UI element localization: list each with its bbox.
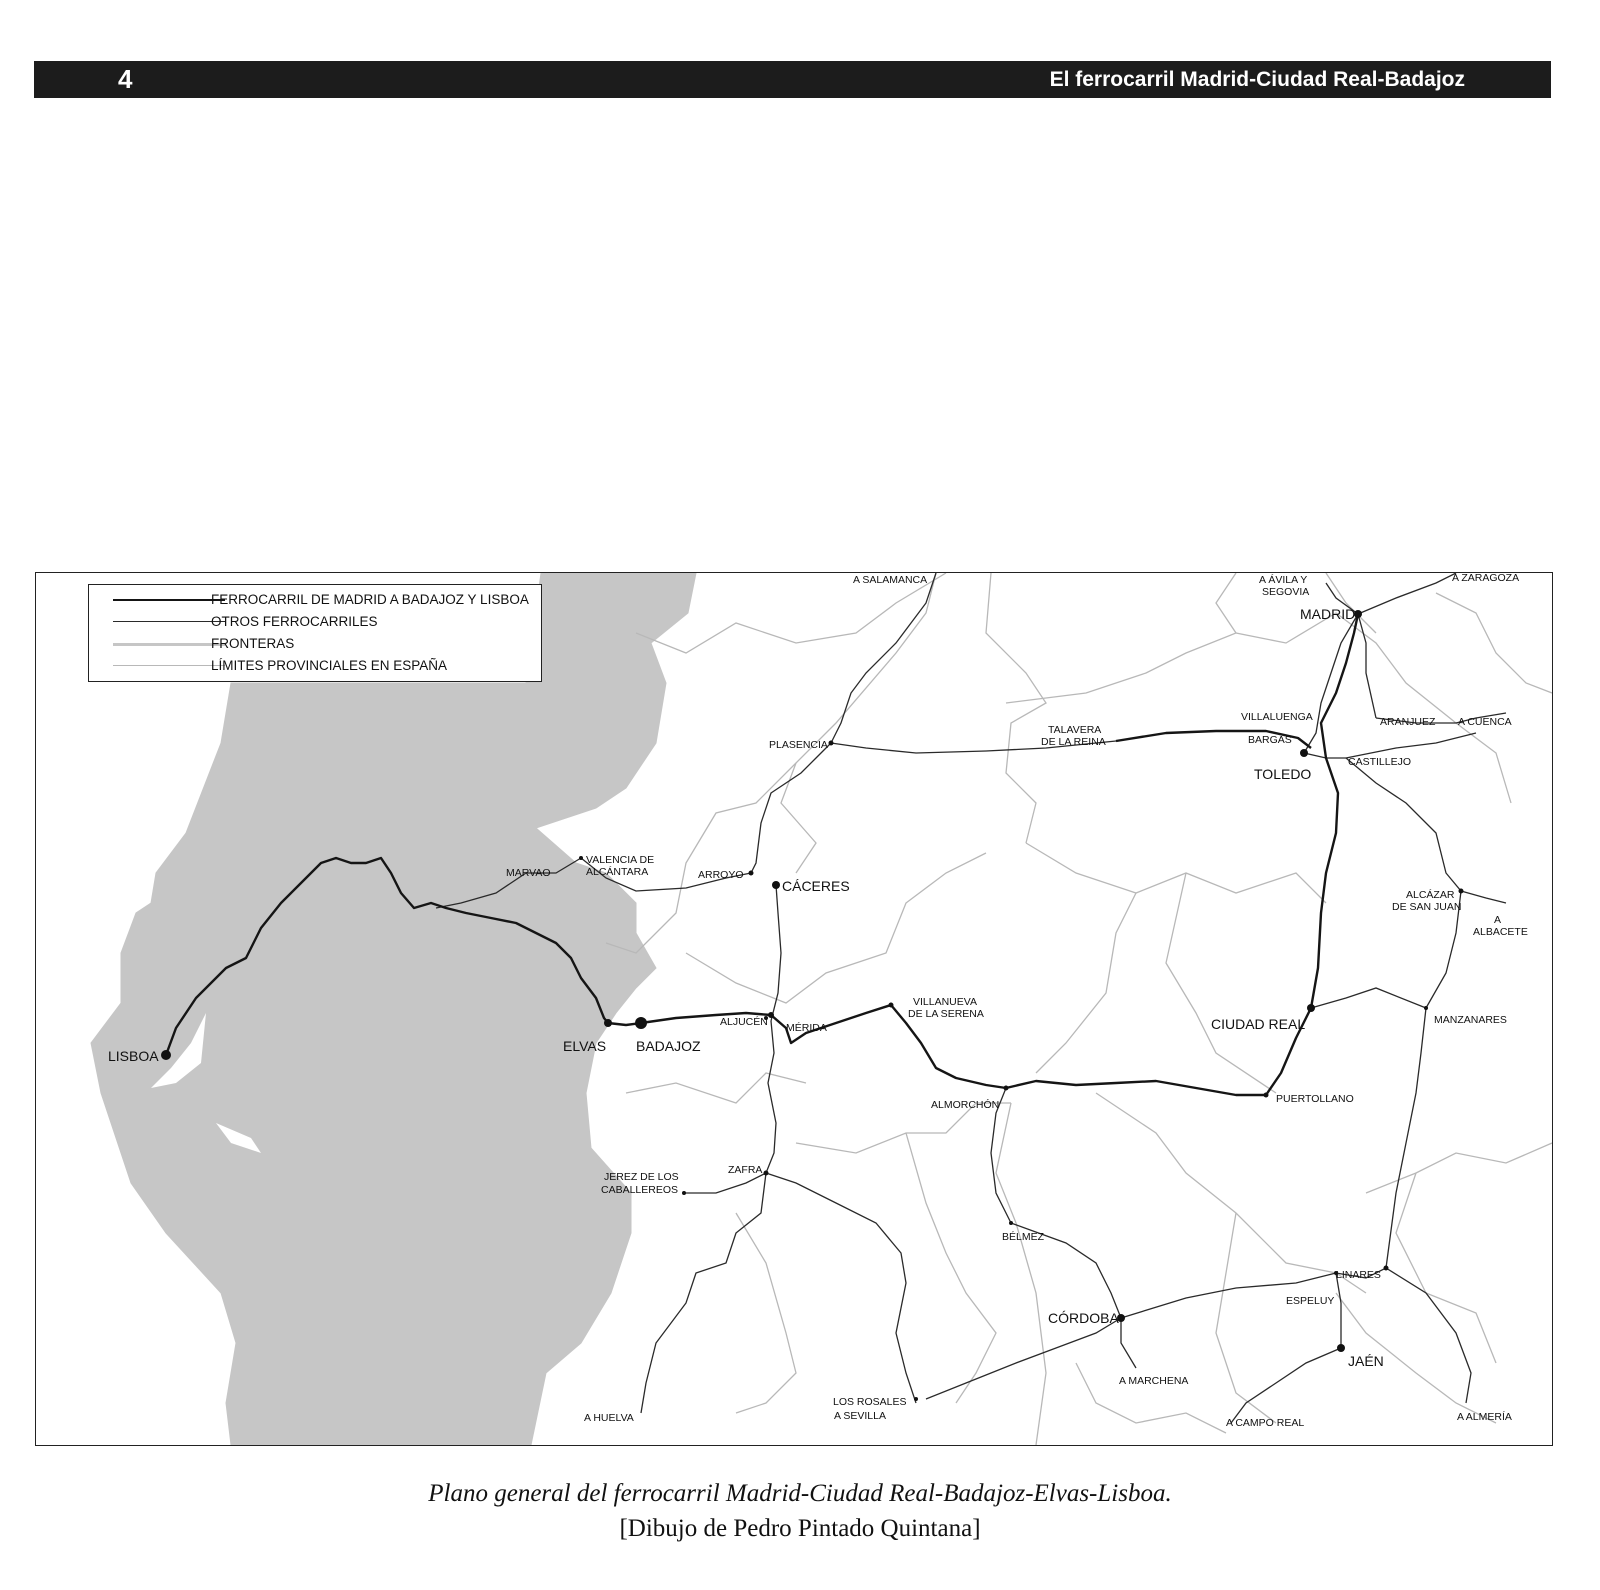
dot-arroyo xyxy=(749,871,754,876)
label-to-almeria: A ALMERÍA xyxy=(1457,1411,1512,1423)
main-almorchon-puertollano xyxy=(1006,1081,1266,1095)
rail-zafra-huelva xyxy=(641,1173,766,1413)
legend-label-border: FRONTERAS xyxy=(211,636,295,651)
label-cordoba: CÓRDOBA xyxy=(1048,1310,1119,1326)
label-bargas: BARGAS xyxy=(1248,734,1292,746)
rail-manzanares-linares xyxy=(1386,1008,1426,1268)
dot-merida xyxy=(768,1012,774,1018)
label-to-albacete-2: ALBACETE xyxy=(1473,926,1528,938)
running-title: El ferrocarril Madrid-Ciudad Real-Badajoz xyxy=(1049,68,1465,91)
legend-swatch-other xyxy=(113,621,225,622)
legend-item-main-railway xyxy=(89,590,541,610)
label-talavera-2: DE LA REINA xyxy=(1041,736,1106,748)
label-caceres: CÁCERES xyxy=(782,878,850,894)
label-alcazar-1: ALCÁZAR xyxy=(1406,889,1455,901)
label-to-sevilla: A SEVILLA xyxy=(834,1410,886,1422)
dot-alcazar xyxy=(1459,889,1464,894)
label-merida: MÉRIDA xyxy=(786,1022,827,1034)
label-talavera-1: TALAVERA xyxy=(1048,724,1102,736)
rail-plasencia-salamanca xyxy=(831,573,936,743)
label-to-zaragoza: A ZARAGOZA xyxy=(1452,573,1520,584)
rail-jaen-camporeal xyxy=(1231,1348,1341,1423)
legend-item-other-railway xyxy=(89,612,541,632)
label-villanueva-1: VILLANUEVA xyxy=(913,996,977,1008)
dot-elvas xyxy=(604,1019,612,1027)
label-toledo: TOLEDO xyxy=(1254,766,1312,782)
dot-villanueva xyxy=(889,1003,894,1008)
rail-madrid-zaragoza xyxy=(1358,573,1456,614)
label-puertollano: PUERTOLLANO xyxy=(1276,1093,1354,1105)
label-manzanares: MANZANARES xyxy=(1434,1014,1507,1026)
dot-almorchon xyxy=(1004,1086,1009,1091)
map-legend xyxy=(88,584,542,682)
dot-badajoz xyxy=(635,1017,647,1029)
label-plasencia: PLASENCIA xyxy=(769,739,828,751)
label-badajoz: BADAJOZ xyxy=(636,1038,701,1054)
dot-valencia xyxy=(579,856,583,860)
rail-merida-zafra xyxy=(766,1021,776,1173)
portugal-region xyxy=(91,573,696,1445)
label-valencia-1: VALENCIA DE xyxy=(586,854,655,866)
dot-manzanares xyxy=(1424,1006,1428,1010)
label-espeluy: ESPELUY xyxy=(1286,1295,1335,1307)
dot-belmez xyxy=(1009,1221,1013,1225)
label-aljucen: ALJUCÉN xyxy=(720,1016,768,1028)
page-number: 4 xyxy=(118,64,133,94)
label-to-campo-real: A CAMPO REAL xyxy=(1226,1417,1305,1429)
label-lisboa: LISBOA xyxy=(108,1048,159,1064)
label-ciudad-real: CIUDAD REAL xyxy=(1211,1016,1306,1032)
dot-linares xyxy=(1384,1266,1389,1271)
label-to-huelva: A HUELVA xyxy=(584,1412,634,1424)
label-almorchon: ALMORCHÓN xyxy=(931,1099,1000,1111)
rail-zafra-sevilla xyxy=(766,1173,916,1403)
dot-lisboa xyxy=(161,1050,171,1060)
legend-label-other: OTROS FERROCARRILES xyxy=(211,614,378,629)
dot-jaen xyxy=(1337,1344,1345,1352)
main-ciudadreal-toledo-madrid xyxy=(1311,614,1358,1008)
dot-caceres xyxy=(772,881,780,889)
label-jerez-2: CABALLEREOS xyxy=(601,1184,679,1196)
dot-plasencia xyxy=(829,741,834,746)
label-aranjuez: ARANJUEZ xyxy=(1380,716,1436,728)
label-to-cuenca: A CUENCA xyxy=(1458,716,1512,728)
legend-swatch-border xyxy=(113,643,225,646)
label-villaluenga: VILLALUENGA xyxy=(1241,711,1313,723)
label-to-marchena: A MARCHENA xyxy=(1119,1375,1189,1387)
label-jerez-1: JEREZ DE LOS xyxy=(604,1171,679,1183)
dot-toledo xyxy=(1300,749,1308,757)
label-los-rosales: LOS ROSALES xyxy=(833,1396,907,1408)
label-villanueva-2: DE LA SERENA xyxy=(908,1008,984,1020)
page-header-bar xyxy=(34,61,1551,98)
label-zafra: ZAFRA xyxy=(728,1164,763,1176)
legend-swatch-provincial xyxy=(113,665,225,666)
rail-cordoba-marchena xyxy=(1121,1318,1136,1368)
label-castillejo: CASTILLEJO xyxy=(1348,756,1412,768)
rail-castillejo-alcazar xyxy=(1346,758,1461,891)
label-jaen: JAÉN xyxy=(1348,1353,1384,1369)
dot-ciudadreal xyxy=(1307,1004,1315,1012)
dot-losrosales xyxy=(914,1397,918,1401)
label-linares: LINARES xyxy=(1336,1269,1381,1281)
rail-espeluy-jaen xyxy=(1336,1273,1341,1348)
railway-map xyxy=(35,572,1553,1446)
label-alcazar-2: DE SAN JUAN xyxy=(1392,901,1462,913)
rail-zafra-jerez xyxy=(684,1173,766,1193)
map-drawing xyxy=(36,573,1552,1445)
legend-item-border xyxy=(89,634,541,654)
legend-swatch-main xyxy=(113,599,225,601)
label-to-salamanca: A SALAMANCA xyxy=(853,574,928,586)
dot-puertollano xyxy=(1264,1093,1269,1098)
legend-item-provincial xyxy=(89,656,541,676)
dot-jerez xyxy=(682,1191,686,1195)
dot-zafra xyxy=(764,1171,769,1176)
rail-manzanares-ciudadreal xyxy=(1311,988,1426,1008)
legend-label-provincial: LÍMITES PROVINCIALES EN ESPAÑA xyxy=(211,658,448,673)
legend-label-main: FERROCARRIL DE MADRID A BADAJOZ Y LISBOA xyxy=(211,592,529,607)
label-marvao: MARVAO xyxy=(506,867,551,879)
label-to-albacete-1: A xyxy=(1494,914,1502,926)
figure-caption: Plano general del ferrocarril Madrid-Ciudad Real-Badajoz-Elvas-Lisboa. xyxy=(428,1480,1172,1507)
figure-credit: [Dibujo de Pedro Pintado Quintana] xyxy=(619,1515,981,1542)
label-madrid: MADRID xyxy=(1300,606,1356,622)
rail-castillejo-cuenca xyxy=(1346,733,1476,758)
rail-madrid-toledo-alt xyxy=(1304,614,1358,753)
label-to-avila-1: A ÁVILA Y xyxy=(1259,574,1308,586)
rail-cordoba-sevilla xyxy=(926,1318,1121,1399)
label-arroyo: ARROYO xyxy=(698,869,744,881)
rail-alcazar-albacete xyxy=(1461,891,1506,903)
rail-plasencia-arroyo xyxy=(751,743,831,873)
label-valencia-2: ALCÁNTARA xyxy=(586,866,649,878)
label-elvas: ELVAS xyxy=(563,1038,607,1054)
label-belmez: BÉLMEZ xyxy=(1002,1231,1045,1243)
label-to-avila-2: SEGOVIA xyxy=(1262,586,1310,598)
